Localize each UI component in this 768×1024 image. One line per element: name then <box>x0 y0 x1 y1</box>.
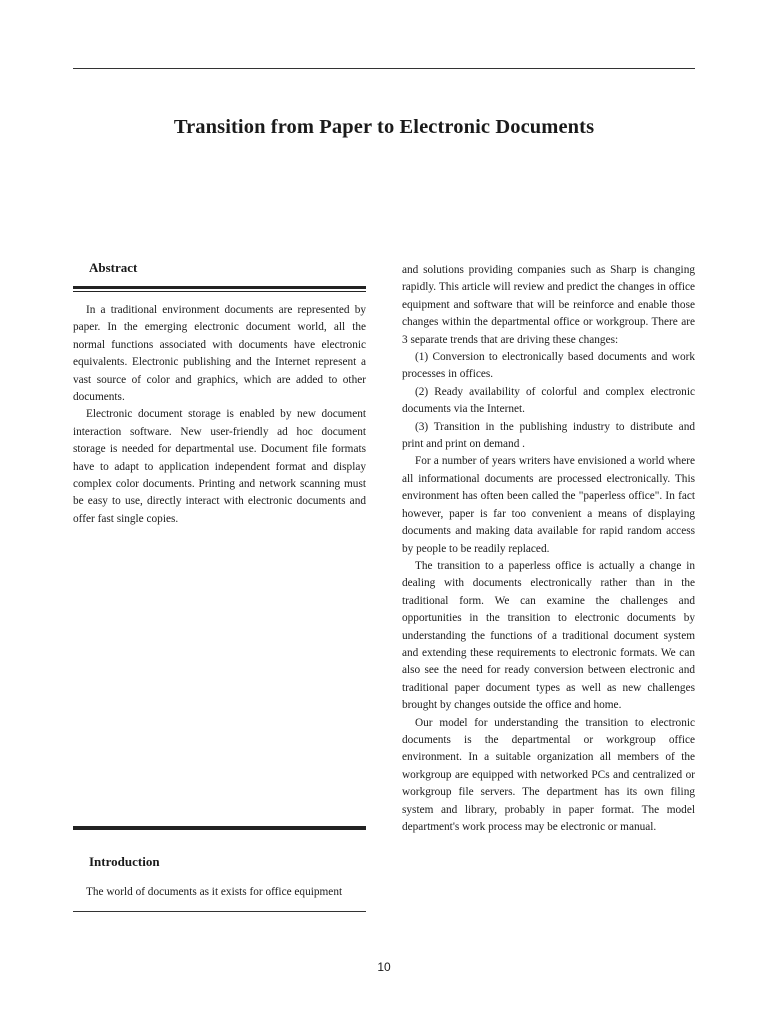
abstract-heading: Abstract <box>89 260 138 275</box>
trend-item: (2) Ready availability of colorful and complex electronic documents via the Internet. <box>402 385 695 416</box>
abstract-body <box>73 302 366 528</box>
body-paragraph: For a number of years writers have envisioned a world where all informational documents are processed electronically. This environment has often been called the "paperless office". In fact however, paper is far too convenient a means of displaying documents and making data available for rapid random access by people to be readily replaced. <box>402 455 695 555</box>
abstract-paragraph: In a traditional environment documents are represented by paper. In the emerging electronic document world, all the normal functions associated with documents have electronic equivalents. Electronic publishing and the Internet represent a vast source of color and graphics, which are added to other documents. <box>73 304 366 404</box>
body-paragraph: The transition to a paperless office is actually a change in dealing with documents electronically rather than in the traditional form. We can examine the challenges and opportunities in the transition to electronic documents by understanding the functions of a traditional document system and extending these requirements to electronic formats. We can also see the need for ready conversion between electronic and traditional paper document types as well as new challenges brought by changes outside the office and home. <box>402 559 695 712</box>
top-rule <box>73 68 695 69</box>
trend-item: (3) Transition in the publishing industry to distribute and print and print on demand . <box>402 420 695 451</box>
trend-item: (1) Conversion to electronically based documents and work processes in offices. <box>402 351 695 381</box>
column-bottom-rule <box>73 911 366 912</box>
introduction-heading: Introduction <box>89 854 160 869</box>
body-paragraph: and solutions providing companies such as Sharp is changing rapidly. This article will review and predict the changes in office equipment and software that will be reinforce and enable those changes within the departmental office or workgroup. There are 3 separate trends that are driving these changes: <box>402 264 695 346</box>
introduction-section <box>73 826 366 912</box>
page-title: Transition from Paper to Electronic Documents <box>173 116 595 138</box>
abstract-section <box>73 258 366 528</box>
abstract-rule <box>73 286 366 292</box>
abstract-paragraph: Electronic document storage is enabled by new document interaction software. New user-friendly ad hoc document storage is needed for departmental use. Document file formats have to adapt to application independent format and display complex color documents. Printing and network scanning must be easy to use, directly interact with electronic documents and offer fast single copies. <box>73 408 366 525</box>
introduction-text: The world of documents as it exists for office equipment <box>86 886 343 898</box>
page-number: 10 <box>377 960 391 974</box>
body-paragraph: Our model for understanding the transition to electronic documents is the departmental or workgroup office environment. In a suitable organization all members of the workgroup are equipped with networked PCs and centralized or workgroup file servers. The department has its own filing system and library, probably in paper format. The model department's work process may be electronic or manual. <box>402 716 695 833</box>
introduction-rule <box>73 826 366 830</box>
right-column <box>402 262 695 836</box>
